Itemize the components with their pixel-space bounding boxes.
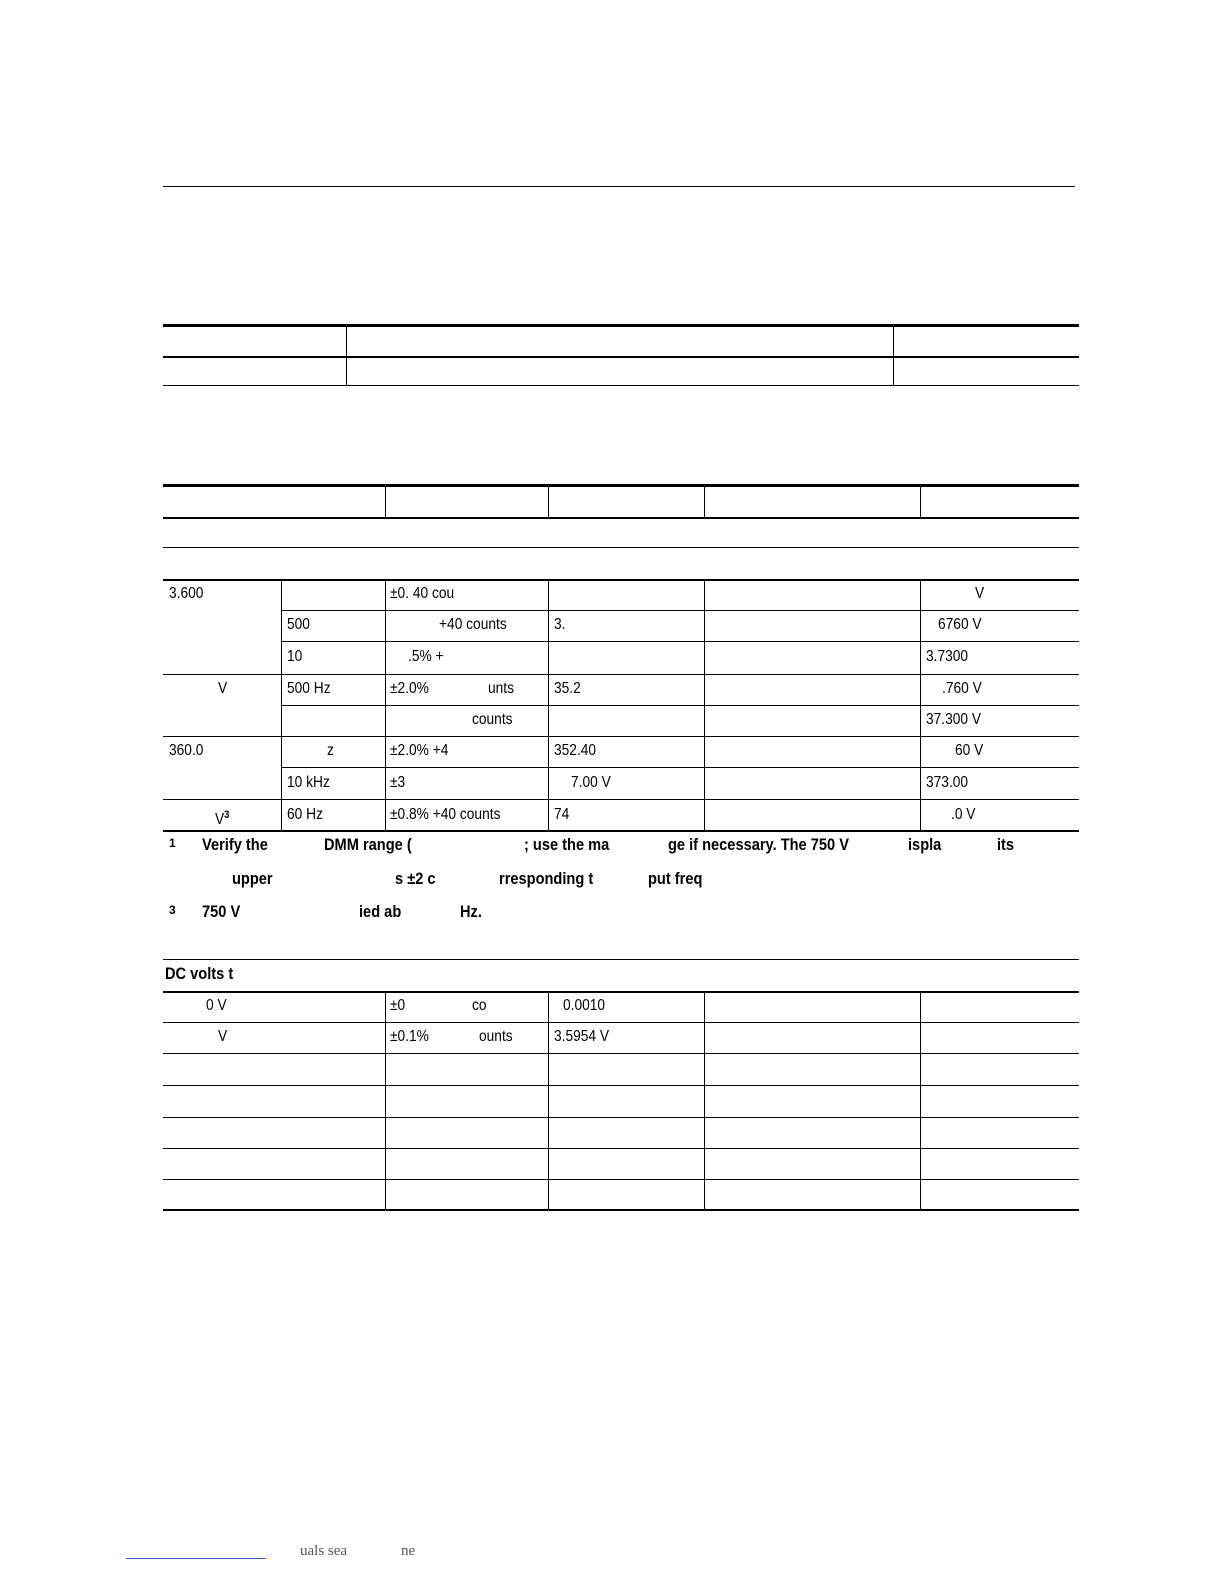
- section-label: DC volts t: [165, 964, 234, 983]
- footnote-text: ied ab: [359, 902, 402, 921]
- footnote-text: DMM range (: [324, 835, 412, 854]
- table-cell: 3.600: [169, 585, 204, 602]
- table-3-row-rule: [163, 1022, 1079, 1023]
- table-2-col-divider: [385, 487, 386, 517]
- footer-link-underline[interactable]: [126, 1558, 266, 1559]
- table-2-bottom-rule: [163, 830, 1079, 832]
- table-cell: ±2.0%: [390, 680, 429, 697]
- footer-text: ne: [401, 1543, 416, 1559]
- table-cell: 60 Hz: [287, 806, 323, 823]
- table-2-row-rule: [281, 767, 1079, 768]
- footnote-text: ge if necessary. The 750 V: [668, 835, 849, 854]
- footnote-text: put freq: [648, 869, 703, 888]
- table-3-row-rule: [163, 1085, 1079, 1086]
- table-cell: 35.2: [554, 680, 581, 697]
- table-2-top-rule: [163, 484, 1079, 487]
- table-cell: z: [327, 742, 334, 759]
- table-1-top-rule: [163, 324, 1079, 327]
- table-cell: 0 V: [206, 997, 227, 1014]
- table-cell: 500: [287, 616, 310, 633]
- table-2-col-divider: [548, 580, 549, 831]
- footnote-text: ; use the ma: [524, 835, 610, 854]
- footnote-text: Hz.: [460, 902, 482, 921]
- table-2-row-rule: [281, 610, 1079, 611]
- table-cell: 352.40: [554, 742, 597, 759]
- footnote-text: Verify the: [202, 835, 268, 854]
- table-cell: 3.7300: [926, 648, 969, 665]
- table-2-header-rule: [163, 517, 1079, 519]
- footer-text: uals sea: [300, 1543, 348, 1559]
- table-cell: V: [218, 1028, 228, 1045]
- table-2-col-divider: [548, 487, 549, 517]
- table-cell: .0 V: [951, 806, 976, 823]
- table-3-col-divider: [920, 992, 921, 1210]
- table-2-row-rule: [163, 799, 1079, 800]
- table-cell-text: V: [215, 811, 225, 828]
- table-cell: 6760 V: [938, 616, 982, 633]
- table-3-col-divider: [704, 992, 705, 1210]
- table-3-row-rule: [163, 1148, 1079, 1149]
- table-cell: 373.00: [926, 774, 969, 791]
- table-3-row-rule: [163, 1053, 1079, 1054]
- table-cell: +40 counts: [439, 616, 507, 633]
- table-1-col-divider: [346, 326, 347, 385]
- table-2-col-divider: [281, 580, 282, 831]
- table-2-row-rule: [281, 641, 1079, 642]
- table-cell: ±0: [390, 997, 406, 1014]
- table-cell: .5% +: [408, 648, 444, 665]
- table-cell: counts: [472, 711, 513, 728]
- page-top-rule: [163, 186, 1075, 187]
- table-3-bottom-rule: [163, 1209, 1079, 1211]
- table-2-col-divider: [920, 487, 921, 517]
- footnote-text: s ±2 c: [395, 869, 436, 888]
- table-cell: 0.0010: [563, 997, 606, 1014]
- table-2-col-divider: [385, 580, 386, 831]
- table-cell: unts: [488, 680, 515, 697]
- table-2-row-rule: [163, 579, 1079, 581]
- table-3-row-rule: [163, 1179, 1079, 1180]
- table-cell: 7.00 V: [571, 774, 611, 791]
- footnote-text: upper: [232, 869, 273, 888]
- table-1-bottom-rule: [163, 385, 1079, 386]
- table-cell: 500 Hz: [287, 680, 331, 697]
- table-cell: V: [975, 585, 985, 602]
- table-cell: 360.0: [169, 742, 204, 759]
- table-cell: 74: [554, 806, 570, 823]
- table-cell: 10 kHz: [287, 774, 330, 791]
- table-cell: ounts: [479, 1028, 513, 1045]
- table-2-row-rule: [163, 674, 1079, 675]
- table-cell: 3.: [554, 616, 566, 633]
- table-cell: ±2.0% +4: [390, 742, 449, 759]
- table-2-col-divider: [920, 580, 921, 831]
- footnote-text: ispla: [908, 835, 942, 854]
- table-2-section-rule: [163, 547, 1079, 548]
- table-3-row-rule: [163, 1117, 1079, 1118]
- table-2-row-rule: [163, 736, 1079, 737]
- table-cell: 60 V: [955, 742, 984, 759]
- table-cell: co: [472, 997, 487, 1014]
- footnote-text: its: [997, 835, 1015, 854]
- table-cell: ±0.8% +40 counts: [390, 806, 501, 823]
- table-2-col-divider: [704, 487, 705, 517]
- table-3-row-rule: [163, 991, 1079, 993]
- table-cell: ±0.1%: [390, 1028, 429, 1045]
- table-1-col-divider: [893, 326, 894, 385]
- table-3-col-divider: [548, 992, 549, 1210]
- footnote-text: 750 V: [202, 902, 241, 921]
- table-cell: ±3: [390, 774, 406, 791]
- table-3-col-divider: [385, 992, 386, 1210]
- footnote-mark: 3: [169, 903, 176, 917]
- footnote-mark: 1: [169, 836, 176, 850]
- table-cell: [215, 805, 229, 830]
- table-2-col-divider: [704, 580, 705, 831]
- footnote-ref: 3: [224, 809, 230, 821]
- table-cell: 37.300 V: [926, 711, 982, 728]
- table-2-row-rule: [281, 705, 1079, 706]
- table-cell: .760 V: [942, 680, 982, 697]
- footnote-text: rresponding t: [499, 869, 594, 888]
- table-cell: ±0. 40 cou: [390, 585, 455, 602]
- table-1-header-rule: [163, 356, 1079, 358]
- table-cell: V: [218, 680, 228, 697]
- table-3-top-rule: [163, 959, 1079, 960]
- table-cell: 3.5954 V: [554, 1028, 610, 1045]
- table-cell: 10: [287, 648, 303, 665]
